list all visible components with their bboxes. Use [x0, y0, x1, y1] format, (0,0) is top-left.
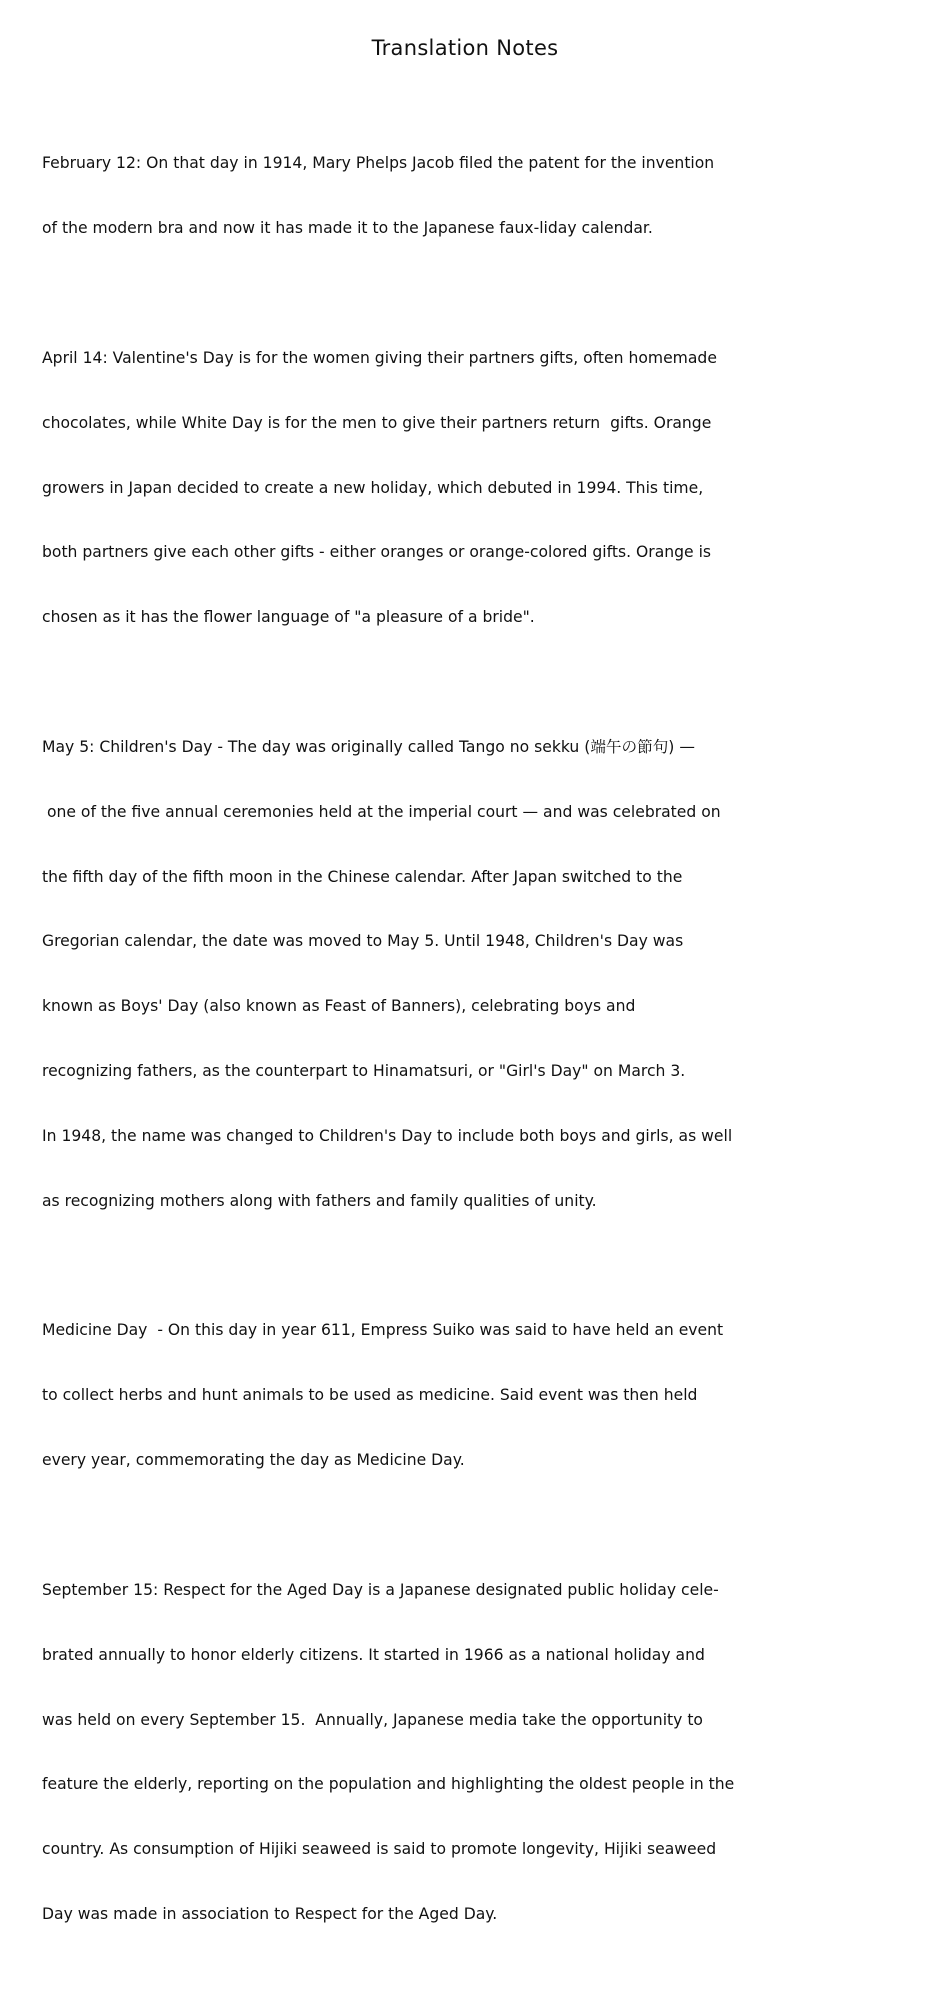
note-line: In 1948, the name was changed to Children's Day to include both boys and girls, as well	[42, 1126, 733, 1145]
note-april-14	[42, 305, 864, 672]
note-line: chocolates, while White Day is for the men to give their partners return gifts. Orange	[42, 413, 712, 432]
note-line: Gregorian calendar, the date was moved to May 5. Until 1948, Children's Day was	[42, 932, 684, 951]
note-line: as recognizing mothers along with fathers and family qualities of unity.	[42, 1191, 597, 1210]
note-line: country. As consumption of Hijiki seaweed is said to promote longevity, Hijiki seaweed	[42, 1840, 717, 1859]
note-line: brated annually to honor elderly citizens. It started in 1966 as a national holiday and	[42, 1645, 705, 1664]
note-line: to collect herbs and hunt animals to be used as medicine. Said event was then held	[42, 1386, 698, 1405]
note-line: every year, commemorating the day as Medicine Day.	[42, 1451, 465, 1470]
note-line: both partners give each other gifts - either oranges or orange-colored gifts. Orange is	[42, 543, 712, 562]
note-line: February 12: On that day in 1914, Mary Phelps Jacob filed the patent for the invention	[42, 154, 715, 173]
note-line: known as Boys' Day (also known as Feast of Banners), celebrating boys and	[42, 997, 636, 1016]
note-line: the fifth day of the fifth moon in the Chinese calendar. After Japan switched to the	[42, 867, 683, 886]
note-line: was held on every September 15. Annually, Japanese media take the opportunity to	[42, 1710, 703, 1729]
note-line: one of the five annual ceremonies held at the imperial court — and was celebrated on	[42, 802, 721, 821]
note-line: Day was made in association to Respect for the Aged Day.	[42, 1904, 498, 1923]
note-line: September 15: Respect for the Aged Day is a Japanese designated public holiday cele-	[42, 1581, 719, 1599]
note-medicine-day	[42, 1277, 864, 1515]
note-line: feature the elderly, reporting on the population and highlighting the oldest people in the	[42, 1775, 735, 1794]
note-line: Medicine Day - On this day in year 611, Empress Suiko was said to have held an event	[42, 1321, 724, 1340]
note-line: May 5: Children's Day - The day was originally called Tango no sekku (端午の節句) —	[42, 738, 695, 757]
note-september-15	[42, 1537, 864, 1969]
note-may-5	[42, 694, 864, 1255]
note-line: April 14: Valentine's Day is for the women giving their partners gifts, often homemade	[42, 348, 717, 367]
note-line: growers in Japan decided to create a new holiday, which debuted in 1994. This time,	[42, 478, 704, 497]
note-february-12	[42, 110, 864, 283]
note-line: recognizing fathers, as the counterpart to Hinamatsuri, or "Girl's Day" on March 3.	[42, 1061, 686, 1080]
note-line: chosen as it has the flower language of "a pleasure of a bride".	[42, 608, 535, 627]
note-line: of the modern bra and now it has made it to the Japanese faux-liday calendar.	[42, 218, 653, 237]
notes-body	[42, 110, 864, 1991]
page-title: Translation Notes	[371, 36, 559, 60]
